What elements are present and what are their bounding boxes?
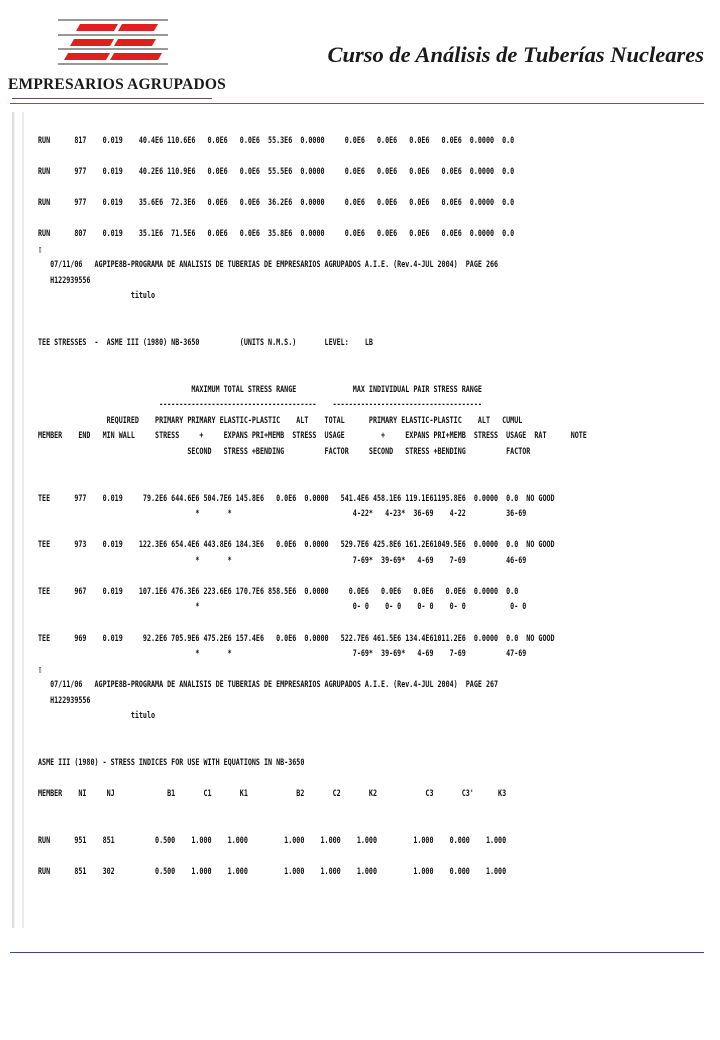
- footer-divider: [10, 952, 704, 953]
- listing-line: [38, 569, 587, 585]
- listing-line: [38, 818, 587, 834]
- listing-line: REQUIRED PRIMARY PRIMARY ELASTIC-PLASTIC ALT TOTAL PRIMARY ELASTIC-PLASTIC ALT CUMUL: [38, 415, 523, 426]
- listing-line: 07/11/06 AGPIPE8B-PROGRAMA DE ANALISIS DE TUBERIAS DE EMPRESARIOS AGRUPADOS A.I.E. (Rev.4-JUL 2004) PAGE 266: [38, 260, 499, 271]
- scan-edge: [12, 112, 15, 928]
- listing-line: [38, 803, 587, 819]
- listing-line: TEE 969 0.019 92.2E6 705.9E6 475.2E6 157.4E6 0.0E6 0.0000 522.7E6 461.5E6 134.4E61011.2E6 0.0000 0.0 NO GOOD: [38, 633, 555, 644]
- listing-line: titulo: [38, 711, 156, 722]
- listing-line: MAXIMUM TOTAL STRESS RANGE MAX INDIVIDUAL PAIR STRESS RANGE: [38, 384, 482, 395]
- listing-line: MEMBER END MIN WALL STRESS + EXPANS PRI+MEMB STRESS USAGE + EXPANS PRI+MEMB STRESS USAGE RAT NOTE: [38, 431, 587, 442]
- listing-line: [38, 771, 587, 787]
- listing-line: RUN 851 302 0.500 1.000 1.000 1.000 1.000 1.000 1.000 0.000 1.000: [38, 866, 507, 877]
- listing-line: * * 4-22* 4-23* 36-69 4-22 36-69: [38, 509, 527, 520]
- listing-line: RUN 951 851 0.500 1.000 1.000 1.000 1.000 1.000 1.000 0.000 1.000: [38, 835, 507, 846]
- listing-line: [38, 150, 587, 166]
- scanned-listing: [12, 112, 692, 928]
- company-logo: [8, 18, 226, 100]
- listing-line: 07/11/06 AGPIPE8B-PROGRAMA DE ANALISIS DE TUBERIAS DE EMPRESARIOS AGRUPADOS A.I.E. (Rev.4-JUL 2004) PAGE 267: [38, 680, 499, 691]
- listing-line: [38, 212, 587, 228]
- page-title: Curso de Análisis de Tuberías Nucleares: [327, 42, 704, 67]
- scan-edge-line: [22, 112, 24, 928]
- listing-line: RUN 977 0.019 40.2E6 110.9E6 0.0E6 0.0E6 55.5E6 0.0000 0.0E6 0.0E6 0.0E6 0.0E6 0.0000 0.0: [38, 167, 515, 178]
- listing-line: H122939556: [38, 275, 91, 286]
- listing-line: [38, 523, 587, 539]
- listing-line: RUN 817 0.019 40.4E6 110.6E6 0.0E6 0.0E6 55.3E6 0.0000 0.0E6 0.0E6 0.0E6 0.0E6 0.0000 0.0: [38, 136, 515, 146]
- listing-line: TEE STRESSES - ASME III (1980) NB-3650 (UNITS N.M.S.) LEVEL: LB: [38, 338, 373, 349]
- listing-line: [38, 305, 587, 321]
- listing-line: TEE 973 0.019 122.3E6 654.4E6 443.8E6 184.3E6 0.0E6 0.0000 529.7E6 425.8E6 161.2E61049.5E6 0.0000 0.0 NO GOOD: [38, 540, 555, 551]
- listing-line: MEMBER NI NJ B1 C1 K1 B2 C2 K2 C3 C3' K3: [38, 788, 507, 799]
- listing-line: ▯: [38, 664, 43, 675]
- listing-line: ▯: [38, 244, 43, 255]
- listing-line: RUN 807 0.019 35.1E6 71.5E6 0.0E6 0.0E6 35.8E6 0.0000 0.0E6 0.0E6 0.0E6 0.0E6 0.0000 0.0: [38, 229, 515, 240]
- listing-line: * 0- 0 0- 0 0- 0 0- 0 0- 0: [38, 602, 527, 613]
- logo-divider: [12, 98, 212, 99]
- header-divider: [10, 103, 704, 104]
- listing-line: TEE 967 0.019 107.1E6 476.3E6 223.6E6 170.7E6 858.5E6 0.0000 0.0E6 0.0E6 0.0E6 0.0E6 0.0000 0.0: [38, 586, 519, 597]
- listing-line: [38, 740, 587, 756]
- listing-line: [38, 460, 587, 476]
- company-logo-icon: [58, 18, 168, 70]
- listing-line: titulo: [38, 291, 156, 302]
- listing-line: [38, 352, 587, 368]
- company-name: EMPRESARIOS AGRUPADOS: [8, 76, 226, 93]
- listing-line: --------------------------------------- -------------------------------------: [38, 400, 482, 411]
- listing-line: TEE 977 0.019 79.2E6 644.6E6 504.7E6 145.8E6 0.0E6 0.0000 541.4E6 458.1E6 119.1E61195.8E6 0.0000 0.0 NO GOOD: [38, 493, 555, 504]
- listing-line: [38, 849, 587, 865]
- listing-line: [38, 367, 587, 383]
- listing-line: [38, 181, 587, 197]
- listing-line: RUN 977 0.019 35.6E6 72.3E6 0.0E6 0.0E6 36.2E6 0.0000 0.0E6 0.0E6 0.0E6 0.0E6 0.0000 0.0: [38, 198, 515, 209]
- program-output-listing: [38, 134, 587, 880]
- listing-line: * * 7-69* 39-69* 4-69 7-69 47-69: [38, 649, 527, 660]
- listing-line: * * 7-69* 39-69* 4-69 7-69 46-69: [38, 555, 527, 566]
- listing-line: [38, 725, 587, 741]
- listing-line: [38, 476, 587, 492]
- listing-line: [38, 616, 587, 632]
- listing-line: SECOND STRESS +BENDING FACTOR SECOND STRESS +BENDING FACTOR: [38, 446, 531, 457]
- listing-line: ASME III (1980) - STRESS INDICES FOR USE WITH EQUATIONS IN NB-3650: [38, 757, 305, 768]
- listing-line: [38, 321, 587, 337]
- listing-line: H122939556: [38, 695, 91, 706]
